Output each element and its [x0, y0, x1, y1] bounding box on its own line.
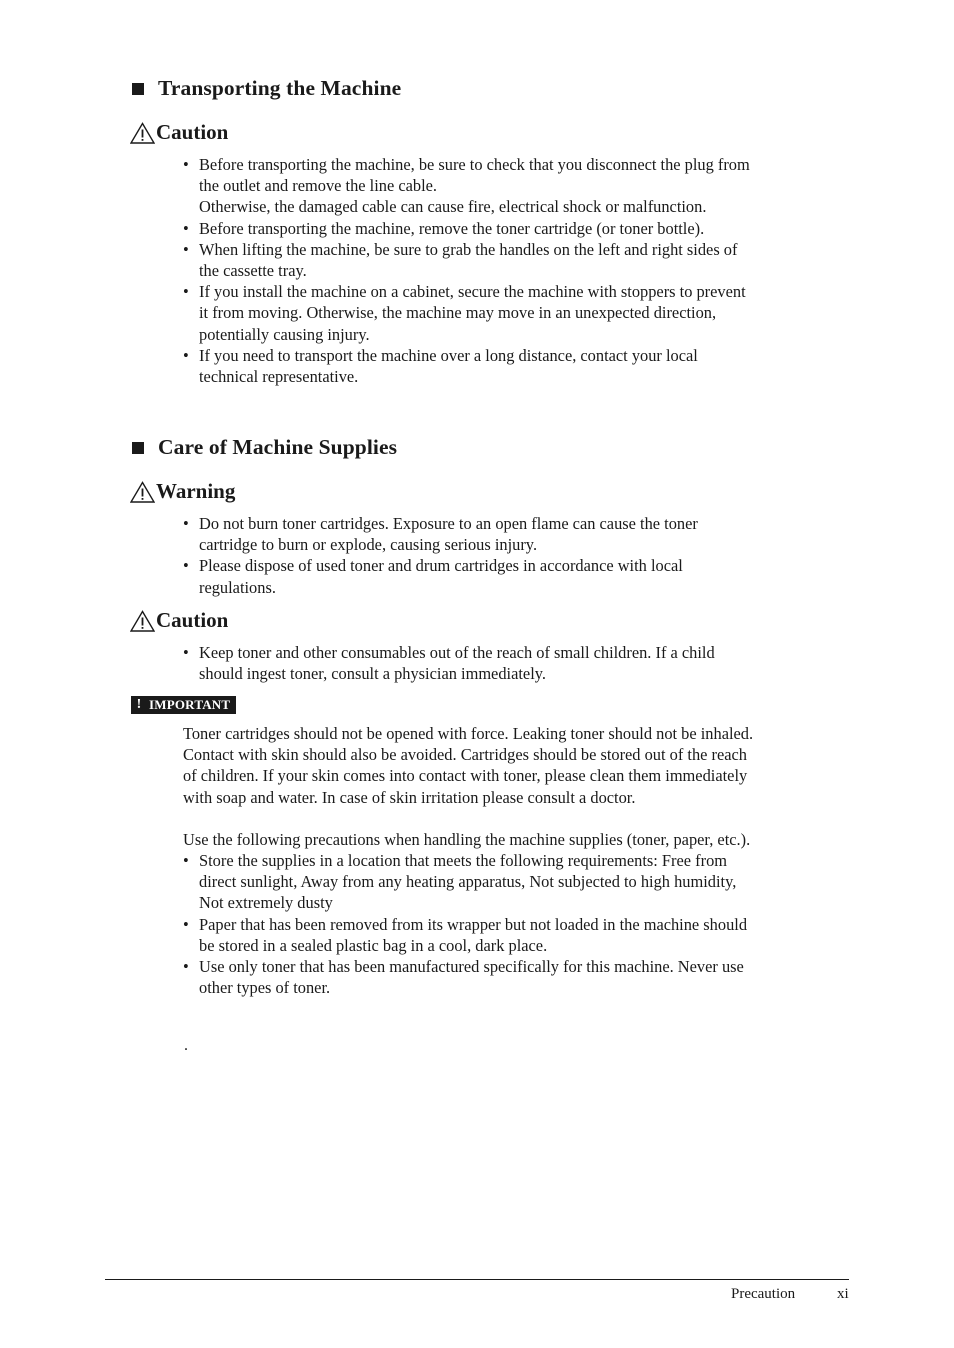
caution-heading-transport — [130, 120, 228, 145]
warning-triangle-icon — [130, 122, 155, 144]
warning-triangle-icon — [130, 610, 155, 632]
warning-heading-supplies — [130, 479, 235, 504]
list-item: • Please dispose of used toner and drum cartridges in accordance with local regulations. — [183, 556, 683, 597]
section-heading-transport — [132, 76, 401, 101]
caution-label: Caution — [156, 608, 229, 632]
list-item: • Do not burn toner cartridges. Exposure to an open flame can cause the toner cartridge to burn or explode, causing serious injury. — [183, 514, 698, 555]
list-item: • Store the supplies in a location that meets the following requirements: Free from direct sunlight, Away from any heating apparatus, Not subjected to high humidity, Not extremely dusty — [183, 851, 737, 913]
exclamation-icon: ! — [136, 697, 142, 712]
supplies-warning-list — [183, 513, 855, 598]
list-item: • When lifting the machine, be sure to grab the handles on the left and right sides of the cassette tray. — [183, 239, 738, 281]
important-label: IMPORTANT — [149, 697, 231, 712]
footer-divider — [105, 1279, 849, 1280]
list-item: • If you install the machine on a cabinet, secure the machine with stoppers to prevent it from moving. Otherwise, the machine may move in an unexpected direction, potentially causing injury. — [183, 282, 746, 344]
list-item: • If you need to transport the machine over a long distance, contact your local technical representative. — [183, 345, 698, 387]
caution-heading-supplies — [130, 608, 228, 633]
footer-page-number: xi — [837, 1286, 849, 1302]
list-item: • Paper that has been removed from its wrapper but not loaded in the machine should be stored in a sealed plastic bag in a cool, dark place. — [183, 914, 748, 955]
warning-triangle-icon — [130, 481, 155, 503]
stray-mark: . — [184, 1037, 188, 1054]
section-title: Care of Machine Supplies — [158, 435, 398, 459]
footer-section-name: Precaution — [731, 1286, 796, 1302]
list-item: • Before transporting the machine, be sure to check that you disconnect the plug from the outlet and remove the line cable. Otherwise, the damaged cable can cause fire, electrical shock or malfunction. — [183, 155, 750, 217]
important-badge — [131, 696, 236, 714]
caution-label: Caution — [156, 120, 229, 144]
square-bullet-icon — [132, 442, 144, 454]
list-item: • Use only toner that has been manufactured specifically for this machine. Never use other types of toner. — [183, 957, 744, 998]
warning-label: Warning — [156, 479, 236, 503]
transport-caution-list — [183, 154, 855, 387]
list-item: • Keep toner and other consumables out of the reach of small children. If a child should ingest toner, consult a physician immediately. — [183, 643, 715, 684]
square-bullet-icon — [132, 83, 144, 95]
precautions-list — [183, 850, 855, 998]
important-paragraph: Toner cartridges should not be opened with force. Leaking toner should not be inhaled. Contact with skin should also be avoided. Cartridges should be stored out of the reach of children. If your skin comes into contact with toner, please clean them immediately with soap and water. In case of skin irritation please consult a doctor. — [183, 724, 754, 807]
list-item: • Before transporting the machine, remove the toner cartridge (or toner bottle). — [183, 218, 705, 238]
precautions-intro: Use the following precautions when handling the machine supplies (toner, paper, etc.). — [183, 830, 751, 849]
section-title: Transporting the Machine — [158, 76, 402, 100]
section-heading-supplies — [132, 435, 397, 460]
supplies-caution-list — [183, 642, 855, 684]
